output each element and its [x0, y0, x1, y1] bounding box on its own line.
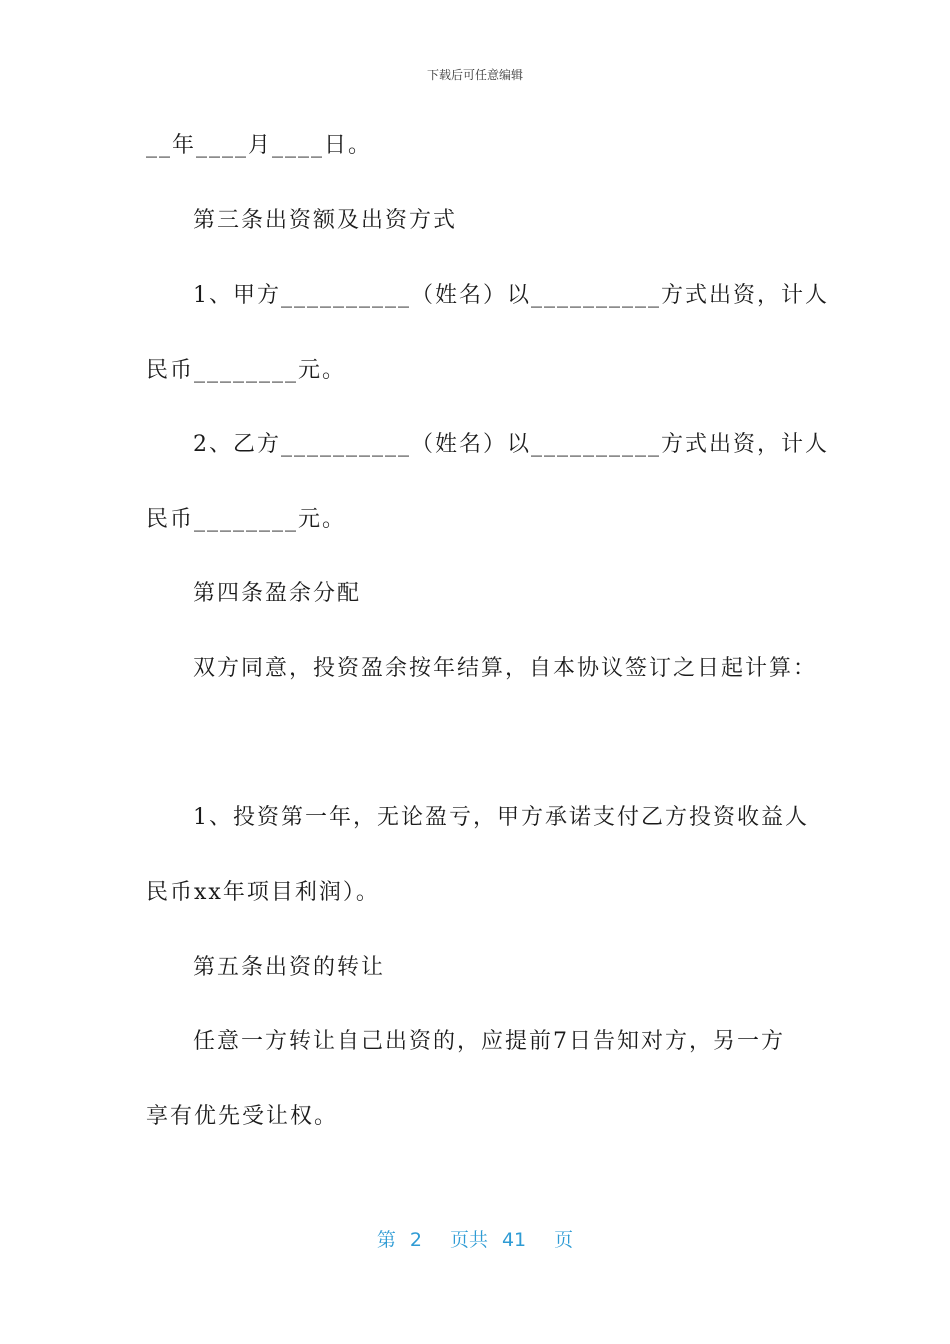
- date-line: __年____月____日。: [146, 133, 373, 158]
- party-b-contribution-line-2: 民币________元。: [146, 507, 347, 532]
- party-a-contribution-line-2: 民币________元。: [146, 358, 347, 383]
- article-5-heading: 第五条出资的转让: [193, 955, 386, 980]
- header-note: 下载后可任意编辑: [426, 68, 523, 82]
- first-year-clause-line-1: 1、投资第一年，无论盈亏，甲方承诺支付乙方投资收益人: [193, 805, 809, 830]
- party-b-contribution-line-1: 2、乙方__________（姓名）以__________方式出资，计人: [193, 432, 829, 457]
- page-word: 页共: [449, 1229, 488, 1251]
- article-3-heading: 第三条出资额及出资方式: [193, 208, 458, 233]
- article-4-heading: 第四条盈余分配: [193, 581, 362, 606]
- page-number: 2: [409, 1229, 422, 1251]
- profit-distribution-text: 双方同意，投资盈余按年结算，自本协议签订之日起计算：: [193, 656, 818, 681]
- first-year-clause-line-2: 民币xx年项目利润）。: [146, 880, 380, 905]
- total-pages: 41: [501, 1229, 527, 1251]
- party-a-contribution-line-1: 1、甲方__________（姓名）以__________方式出资，计人: [193, 283, 829, 308]
- page-footer: [0, 1225, 950, 1252]
- page-prefix: 第: [376, 1229, 396, 1251]
- transfer-clause-line-2: 享有优先受让权。: [146, 1104, 339, 1129]
- transfer-clause-line-1: 任意一方转让自己出资的，应提前7日告知对方，另一方: [193, 1029, 785, 1054]
- page-suffix: 页: [554, 1229, 574, 1251]
